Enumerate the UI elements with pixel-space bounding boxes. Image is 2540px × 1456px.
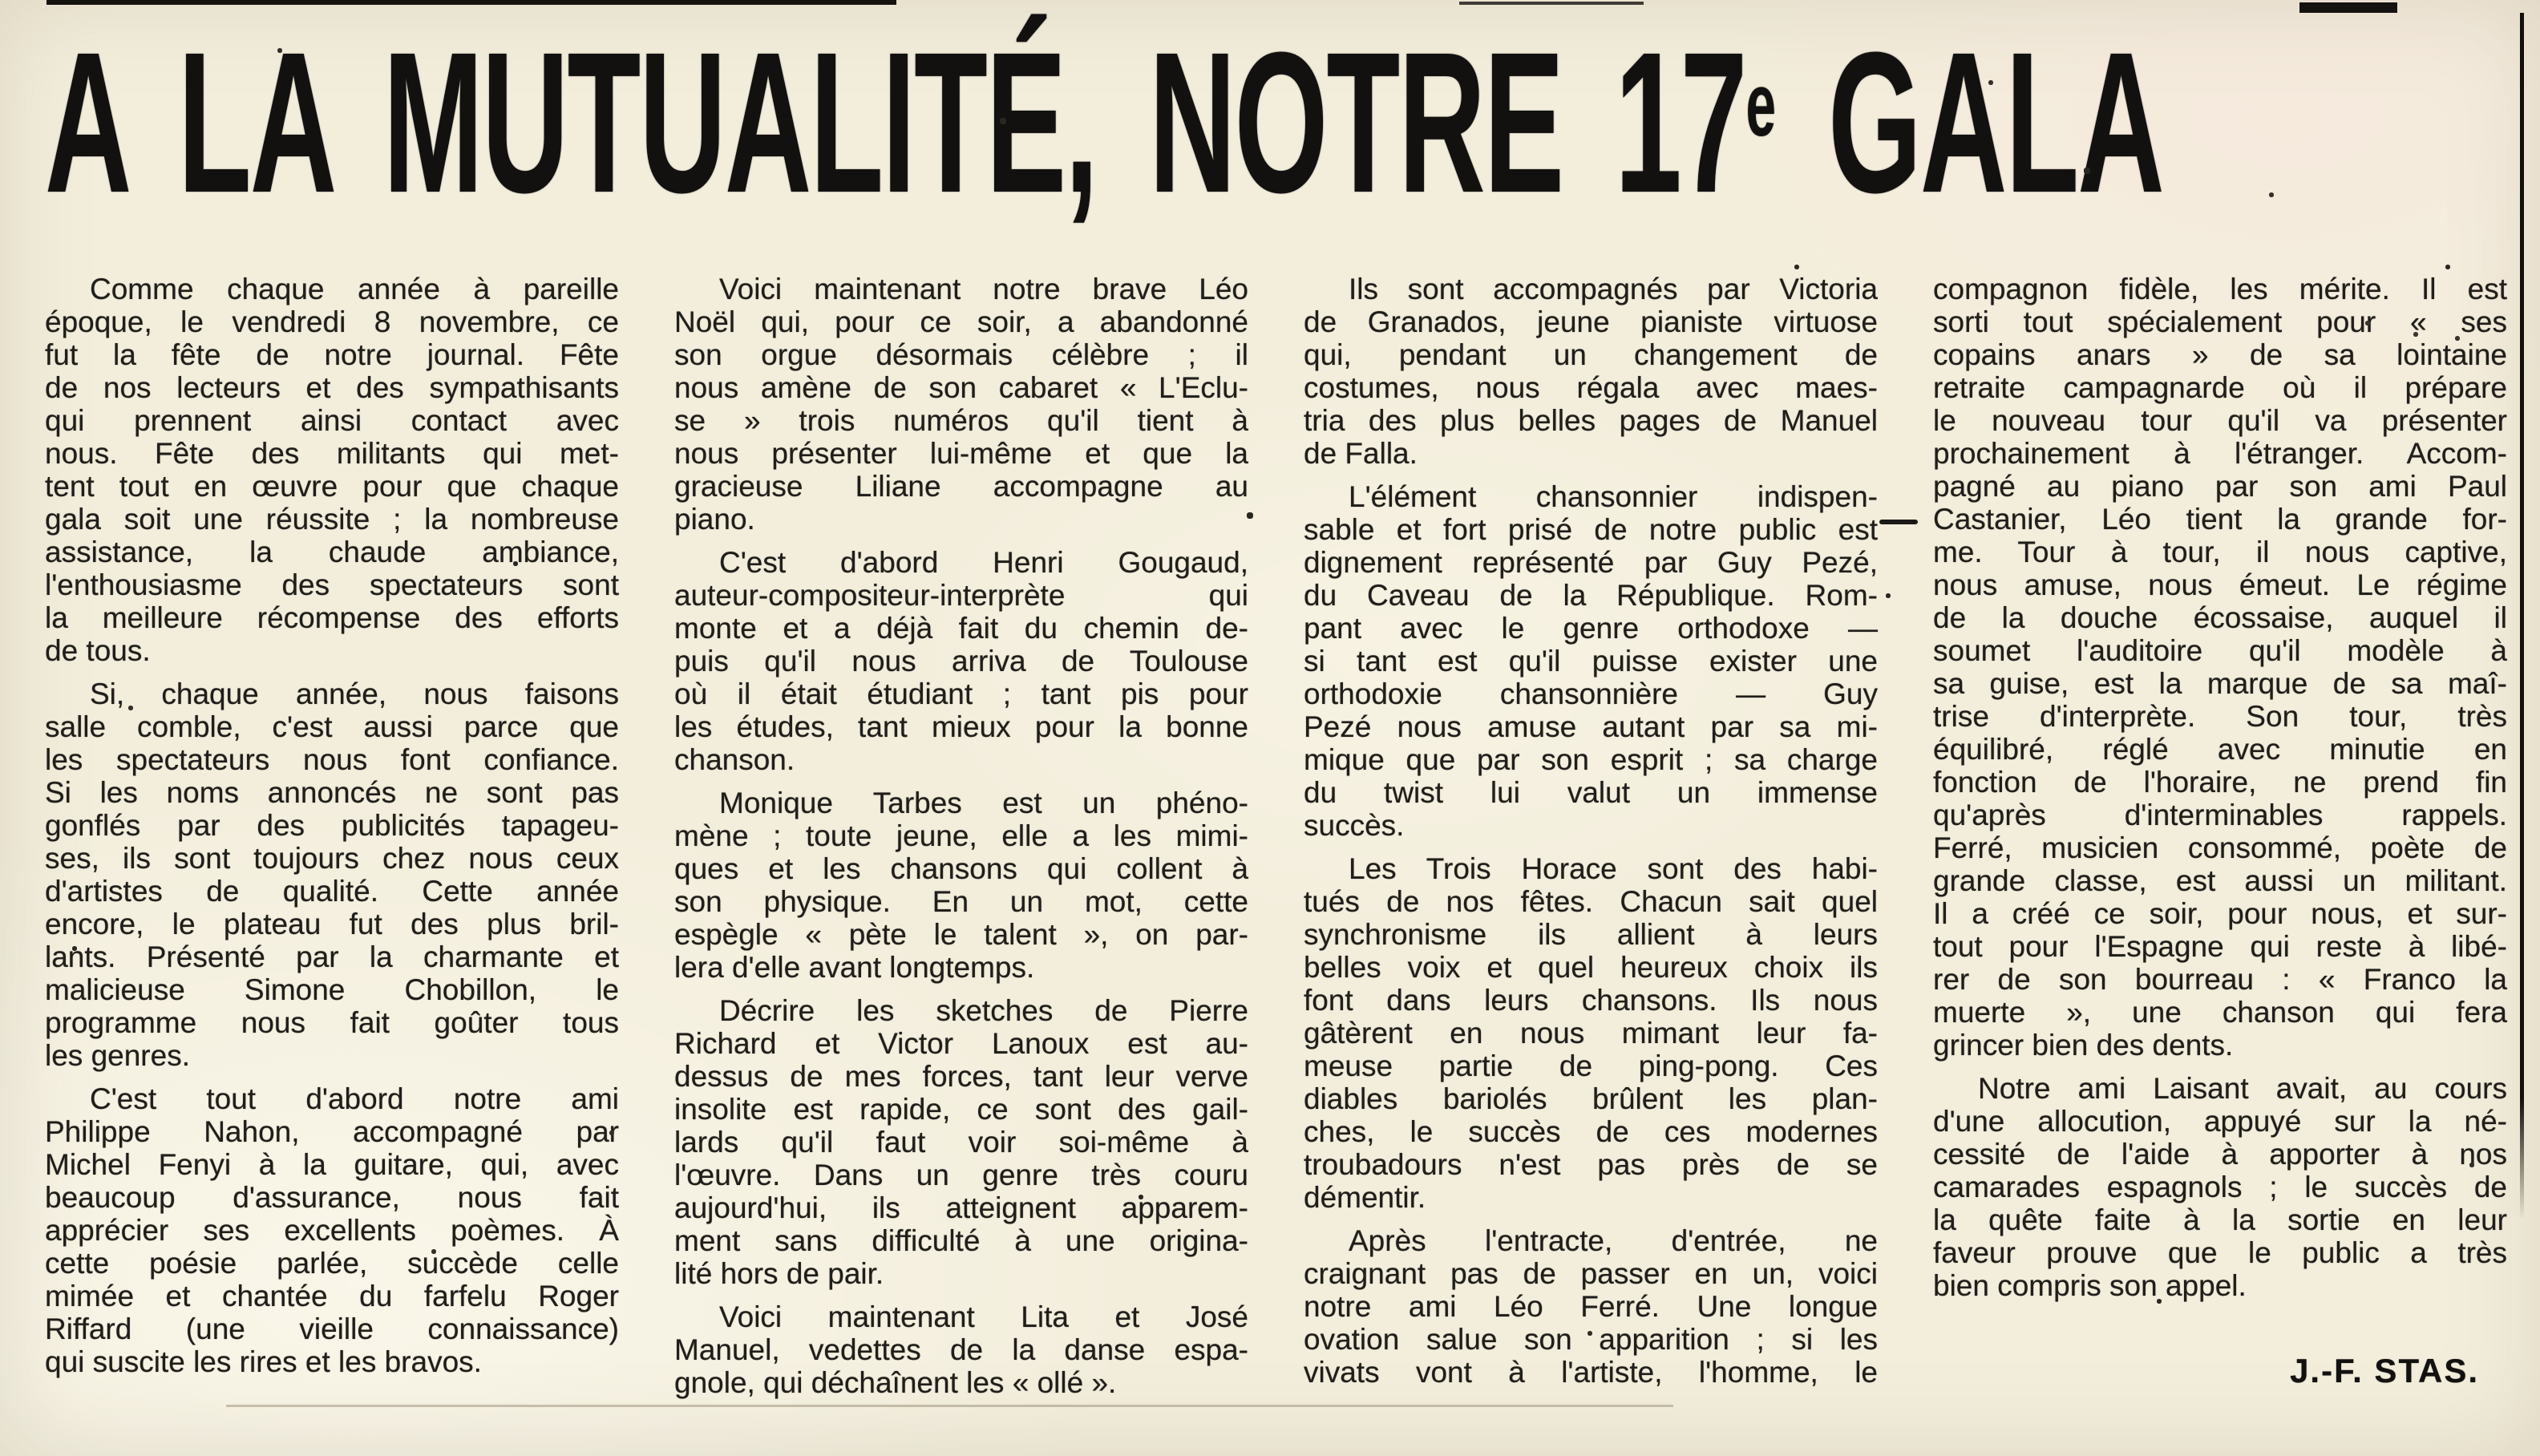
text-line: gonflés par des publicités tapageu- [45, 809, 619, 842]
text-line: muerte », une chanson qui fera [1933, 996, 2507, 1029]
text-line: mique que par son esprit ; sa charge [1304, 743, 1878, 776]
scan-artifact-top-mark [2299, 2, 2397, 13]
text-line: démentir. [1304, 1181, 1426, 1214]
text-line: monte et a déjà fait du chemin de- [674, 612, 1248, 645]
text-line: Comme chaque année à pareille [90, 273, 619, 305]
text-line: Si les noms annoncés ne sont pas [45, 776, 619, 809]
text-line: orthodoxie chansonnière — Guy [1304, 677, 1878, 710]
text-line: bien compris son appel. [1933, 1269, 2247, 1302]
text-line: compagnon fidèle, les mérite. Il est [1933, 273, 2507, 305]
scan-artifact-top-bar [47, 0, 896, 5]
text-line: dessus de mes forces, tant leur verve [674, 1060, 1248, 1093]
text-line: qui, pendant un changement de [1304, 338, 1878, 371]
text-line: Monique Tarbes est un phéno- [719, 787, 1248, 819]
text-line: ses, ils sont toujours chez nous ceux [45, 842, 619, 875]
text-line: pant avec le genre orthodoxe — [1304, 612, 1878, 645]
text-line: de Granados, jeune pianiste virtuose [1304, 305, 1878, 338]
text-line: diables bariolés brûlent les plan- [1304, 1082, 1878, 1115]
paragraph [1304, 852, 1878, 1214]
article-title [45, 10, 2163, 261]
text-line: Riffard (une vieille connaissance) [45, 1312, 619, 1345]
paragraph [1304, 480, 1878, 842]
text-line: meuse partie de ping-pong. Ces [1304, 1050, 1878, 1082]
text-line: sa guise, est la marque de sa maî- [1933, 667, 2507, 700]
text-line: nous amène de son cabaret « L'Eclu- [674, 371, 1248, 404]
text-line: aujourd'hui, ils atteignent apparem- [674, 1191, 1248, 1224]
text-line: cessité de l'aide à apporter à nos [1933, 1138, 2507, 1171]
text-line: trise d'interprète. Son tour, très [1933, 700, 2507, 733]
paragraph [45, 1082, 619, 1378]
text-line: qui prennent ainsi contact avec [45, 404, 619, 437]
text-line: Ils sont accompagnés par Victoria [1349, 273, 1878, 305]
text-line: cette poésie parlée, succède celle [45, 1247, 619, 1280]
paragraph [674, 994, 1248, 1290]
paragraph [674, 546, 1248, 776]
text-line: d'artistes de qualité. Cette année [45, 875, 619, 908]
text-line: Noël qui, pour ce soir, a abandonné [674, 305, 1248, 338]
article-title-superscript: e [1745, 54, 1777, 156]
text-line: salle comble, c'est aussi parce que [45, 710, 619, 743]
text-line: Si, chaque année, nous faisons [90, 677, 619, 710]
paragraph [1304, 273, 1878, 470]
text-line: grincer bien des dents. [1933, 1029, 2234, 1062]
text-line: encore, le plateau fut des plus bril- [45, 908, 619, 940]
text-line: Notre ami Laisant avait, au cours [1978, 1072, 2507, 1105]
column-2 [674, 273, 1248, 1409]
scan-artifact-margin-dash [1879, 520, 1918, 524]
text-line: retraite campagnarde où il prépare [1933, 371, 2507, 404]
text-line: Il a créé ce soir, pour nous, et sur- [1933, 897, 2507, 930]
text-line: les études, tant mieux pour la bonne [674, 710, 1248, 743]
text-line: me. Tour à tour, il nous captive, [1933, 536, 2507, 568]
text-line: L'élément chansonnier indispen- [1349, 480, 1878, 513]
text-line: son orgue désormais célèbre ; il [674, 338, 1248, 371]
text-line: de Falla. [1304, 437, 1418, 470]
text-line: gracieuse Liliane accompagne au [674, 470, 1248, 503]
text-line: grande classe, est aussi un militant. [1933, 864, 2507, 897]
text-line: ques et les chansons qui collent à [674, 852, 1248, 885]
text-line: de tous. [45, 634, 151, 667]
text-line: vivats vont à l'artiste, l'homme, le [1304, 1356, 1878, 1389]
text-line: tent tout en œuvre pour que chaque [45, 470, 619, 503]
text-line: lards qu'il faut voir soi-même à [674, 1126, 1248, 1159]
paragraph [45, 677, 619, 1072]
article-body [45, 273, 2507, 1409]
text-line: Castanier, Léo tient la grande for- [1933, 503, 2507, 536]
text-line: font dans leurs chansons. Ils nous [1304, 984, 1878, 1017]
text-line: nous présenter lui-même et que la [674, 437, 1248, 470]
scan-artifact-right-edge-line [2520, 13, 2524, 1219]
text-line: programme nous fait goûter tous [45, 1006, 619, 1039]
scan-artifact-bottom-crease [226, 1405, 1673, 1407]
text-line: costumes, nous régala avec maes- [1304, 371, 1878, 404]
paragraph [45, 273, 619, 667]
paper-specks [0, 0, 2, 2]
text-line: rer de son bourreau : « Franco la [1933, 963, 2507, 996]
text-line: prochainement à l'étranger. Accom- [1933, 437, 2507, 470]
text-line: tout pour l'Espagne qui reste à libé- [1933, 930, 2507, 963]
text-line: du twist lui valut un immense [1304, 776, 1878, 809]
text-line: lera d'elle avant longtemps. [674, 951, 1035, 984]
text-line: l'œuvre. Dans un genre très couru [674, 1159, 1248, 1191]
text-line: apprécier ses excellents poèmes. À [45, 1214, 619, 1247]
text-line: ches, le succès de ces modernes [1304, 1115, 1878, 1148]
text-line: soumet l'auditoire qu'il modèle à [1933, 634, 2507, 667]
column-3 [1304, 273, 1878, 1409]
text-line: copains anars » de sa lointaine [1933, 338, 2507, 371]
text-line: nous amuse, nous émeut. Le régime [1933, 568, 2507, 601]
text-line: malicieuse Simone Chobillon, le [45, 973, 619, 1006]
text-line: belles voix et quel heureux choix ils [1304, 951, 1878, 984]
paragraph [674, 1300, 1248, 1399]
text-line: fonction de l'horaire, ne prend fin [1933, 766, 2507, 799]
text-line: le nouveau tour qu'il va présenter [1933, 404, 2507, 437]
text-line: craignant pas de passer en un, voici [1304, 1257, 1878, 1290]
text-line: insolite est rapide, ce sont des gail- [674, 1093, 1248, 1126]
article-title-text: A LA MUTUALITÉ, NOTRE 17 [45, 10, 1746, 234]
text-line: notre ami Léo Ferré. Une longue [1304, 1290, 1878, 1323]
text-line: son physique. En un mot, cette [674, 885, 1248, 918]
text-line: Manuel, vedettes de la danse espa- [674, 1333, 1248, 1366]
text-line: lité hors de pair. [674, 1257, 884, 1290]
text-line: si tant est qu'il puisse exister une [1304, 645, 1878, 677]
text-line: Pezé nous amuse autant par sa mi- [1304, 710, 1878, 743]
text-line: assistance, la chaude ambiance, [45, 536, 619, 568]
text-line: Ferré, musicien consommé, poète de [1933, 831, 2507, 864]
text-line: fut la fête de notre journal. Fête [45, 338, 619, 371]
text-line: gnole, qui déchaînent les « ollé ». [674, 1366, 1117, 1399]
text-line: les genres. [45, 1039, 190, 1072]
text-line: C'est d'abord Henri Gougaud, [719, 546, 1248, 579]
article-title-text-end: GALA [1776, 10, 2163, 234]
text-line: nous. Fête des militants qui met- [45, 437, 619, 470]
text-line: dignement représenté par Guy Pezé, [1304, 546, 1878, 579]
text-line: Décrire les sketches de Pierre [719, 994, 1248, 1027]
text-line: mimée et chantée du farfelu Roger [45, 1280, 619, 1312]
text-line: sable et fort prisé de notre public est [1304, 513, 1878, 546]
text-line: tués de nos fêtes. Chacun sait quel [1304, 885, 1878, 918]
text-line: où il était étudiant ; tant pis pour [674, 677, 1248, 710]
text-line: gala soit une réussite ; la nombreuse [45, 503, 619, 536]
text-line: puis qu'il nous arriva de Toulouse [674, 645, 1248, 677]
paragraph [674, 787, 1248, 984]
text-line: chanson. [674, 743, 795, 776]
paragraph [1933, 273, 2507, 1062]
paragraph [1933, 1072, 2507, 1302]
text-line: Voici maintenant notre brave Léo [719, 273, 1248, 305]
author-signature: J.-F. STAS. [2290, 1352, 2479, 1389]
text-line: qu'après d'interminables rappels. [1933, 799, 2507, 831]
text-line: pagné au piano par son ami Paul [1933, 470, 2507, 503]
text-line: mène ; toute jeune, elle a les mimi- [674, 819, 1248, 852]
text-line: tria des plus belles pages de Manuel [1304, 404, 1878, 437]
paragraph [1304, 1224, 1878, 1389]
text-line: succès. [1304, 809, 1405, 842]
text-line: camarades espagnols ; le succès de [1933, 1171, 2507, 1203]
text-line: espègle « pète le talent », on par- [674, 918, 1248, 951]
text-line: sorti tout spécialement pour « ses [1933, 305, 2507, 338]
text-line: piano. [674, 503, 755, 536]
text-line: Philippe Nahon, accompagné par [45, 1115, 619, 1148]
text-line: ment sans difficulté à une origina- [674, 1224, 1248, 1257]
text-line: du Caveau de la République. Rom- [1304, 579, 1878, 612]
text-line: de la douche écossaise, auquel il [1933, 601, 2507, 634]
text-line: gâtèrent en nous mimant leur fa- [1304, 1017, 1878, 1050]
paragraph [674, 273, 1248, 536]
text-line: se » trois numéros qu'il tient à [674, 404, 1248, 437]
text-line: époque, le vendredi 8 novembre, ce [45, 305, 619, 338]
text-line: troubadours n'est pas près de se [1304, 1148, 1878, 1181]
text-line: Les Trois Horace sont des habi- [1349, 852, 1878, 885]
text-line: d'une allocution, appuyé sur la né- [1933, 1105, 2507, 1138]
text-line: Michel Fenyi à la guitare, qui, avec [45, 1148, 619, 1181]
text-line: auteur-compositeur-interprète qui [674, 579, 1248, 612]
scan-artifact-top-bar-2 [1459, 2, 1644, 5]
text-line: les spectateurs nous font confiance. [45, 743, 619, 776]
text-line: de nos lecteurs et des sympathisants [45, 371, 619, 404]
text-line: la quête faite à la sortie en leur [1933, 1203, 2507, 1236]
text-line: ovation salue son apparition ; si les [1304, 1323, 1878, 1356]
text-line: lants. Présenté par la charmante et [45, 940, 619, 973]
text-line: synchronisme ils allient à leurs [1304, 918, 1878, 951]
text-line: l'enthousiasme des spectateurs sont [45, 568, 619, 601]
text-line: faveur prouve que le public a très [1933, 1236, 2507, 1269]
column-1 [45, 273, 619, 1409]
text-line: Après l'entracte, d'entrée, ne [1349, 1224, 1878, 1257]
column-4 [1933, 273, 2507, 1409]
text-line: qui suscite les rires et les bravos. [45, 1345, 482, 1378]
text-line: équilibré, réglé avec minutie en [1933, 733, 2507, 766]
text-line: Voici maintenant Lita et José [719, 1300, 1248, 1333]
text-line: beaucoup d'assurance, nous fait [45, 1181, 619, 1214]
text-line: la meilleure récompense des efforts [45, 601, 619, 634]
text-line: C'est tout d'abord notre ami [90, 1082, 619, 1115]
text-line: Richard et Victor Lanoux est au- [674, 1027, 1248, 1060]
